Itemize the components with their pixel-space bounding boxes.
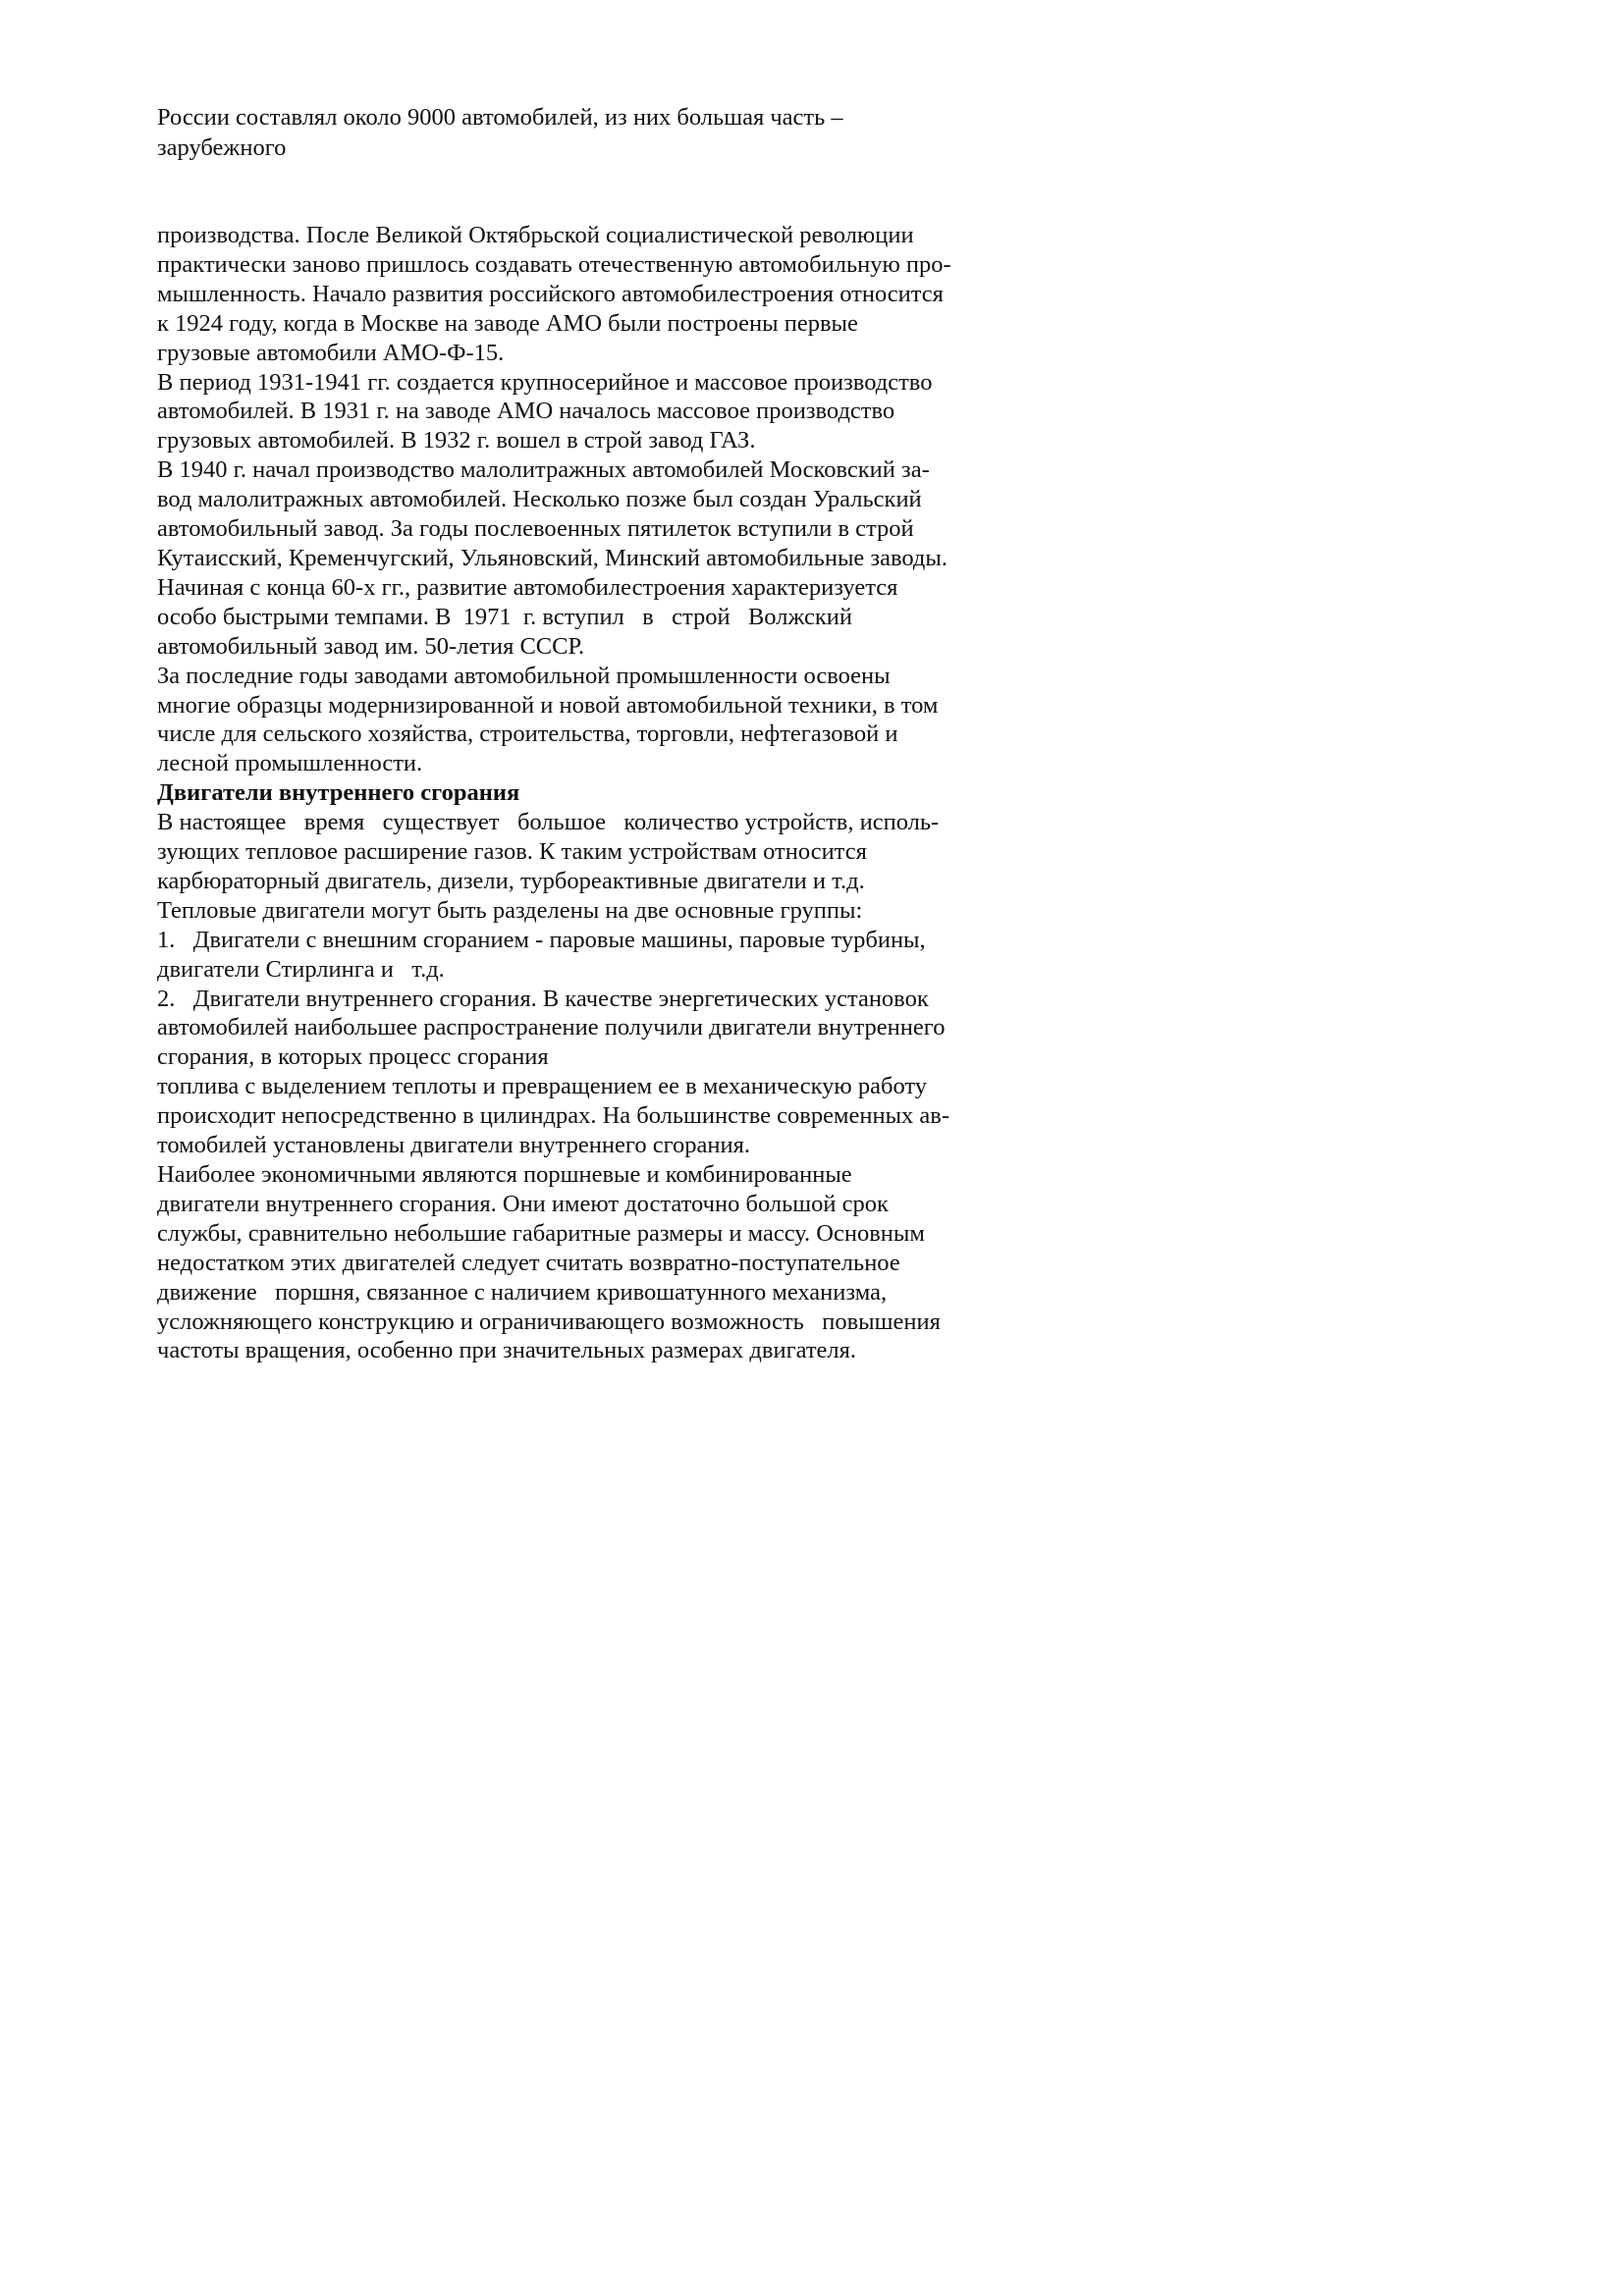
text-line: 2. Двигатели внутреннего сгорания. В качестве энергетических установок [157, 985, 929, 1012]
section-heading: Двигатели внутреннего сгорания [157, 779, 520, 807]
text-line: происходит непосредственно в цилиндрах. На большинстве современных ав- [157, 1102, 950, 1130]
text-line: двигатели внутреннего сгорания. Они имеют достаточно большой срок [157, 1190, 889, 1217]
text-line: числе для сельского хозяйства, строительства, торговли, нефтегазовой и [157, 721, 898, 748]
main-text [157, 221, 1021, 1365]
text-line: лесной промышленности. [157, 750, 423, 777]
text-line: автомобилей. В 1931 г. на заводе АМО началось массовое производство [157, 398, 895, 425]
text-line: автомобильный завод. За годы послевоенных пятилеток вступили в строй [157, 515, 914, 543]
text-line: частоты вращения, особенно при значительных размерах двигателя. [157, 1337, 857, 1364]
text-line: За последние годы заводами автомобильной промышленности освоены [157, 662, 891, 689]
text-line: недостатком этих двигателей следует считать возвратно-поступательное [157, 1249, 900, 1276]
text-line: зующих тепловое расширение газов. К таким устройствам относится [157, 838, 867, 866]
text-line: сгорания, в которых процесс сгорания [157, 1043, 549, 1071]
top-paragraph [157, 102, 1021, 163]
text-line: Начиная с конца 60-х гг., развитие автомобилестроения характеризуется [157, 573, 898, 601]
text-line: карбюраторный двигатель, дизели, турбореактивные двигатели и т.д. [157, 867, 865, 894]
text-line: мышленность. Начало развития российского автомобилестроения относится [157, 280, 944, 307]
text-line: томобилей установлены двигатели внутреннего сгорания. [157, 1132, 750, 1159]
text-line: вод малолитражных автомобилей. Несколько позже был создан Уральский [157, 486, 922, 513]
text-line: особо быстрыми темпами. В 1971 г. вступил в строй Волжский [157, 603, 852, 630]
text-line: грузовые автомобили АМО-Ф-15. [157, 339, 505, 366]
text-line: службы, сравнительно небольшие габаритные размеры и массу. Основным [157, 1219, 925, 1247]
text-line: России составлял около 9000 автомобилей, из них большая часть – [157, 104, 843, 131]
text-line: автомобильный завод им. 50-летия СССР. [157, 632, 585, 660]
text-line: 1. Двигатели с внешним сгоранием - паровые машины, паровые турбины, [157, 926, 926, 953]
text-line: топлива с выделением теплоты и превращением ее в механическую работу [157, 1073, 927, 1100]
text-line: грузовых автомобилей. В 1932 г. вошел в строй завод ГАЗ. [157, 427, 756, 454]
document-page [0, 0, 1093, 1545]
text-line: В 1940 г. начал производство малолитражных автомобилей Московский за- [157, 456, 930, 484]
text-line: движение поршня, связанное с наличием кривошатунного механизма, [157, 1278, 888, 1306]
text-line: Кутаисский, Кременчугский, Ульяновский, Минский автомобильные заводы. [157, 544, 947, 571]
text-line: В настоящее время существует большое количество устройств, исполь- [157, 809, 940, 836]
text-line: автомобилей наибольшее распространение получили двигатели внутреннего [157, 1014, 946, 1041]
text-line: В период 1931-1941 гг. создается крупносерийное и массовое производство [157, 368, 933, 396]
text-line: двигатели Стирлинга и т.д. [157, 955, 445, 983]
text-line: Наиболее экономичными являются поршневые и комбинированные [157, 1161, 852, 1188]
text-line: многие образцы модернизированной и новой автомобильной техники, в том [157, 691, 939, 719]
text-line: зарубежного [157, 134, 287, 161]
text-line: к 1924 году, когда в Москве на заводе АМО были построены первые [157, 309, 858, 337]
text-line: Тепловые двигатели могут быть разделены на две основные группы: [157, 896, 863, 924]
text-line: производства. После Великой Октябрьской социалистической революции [157, 222, 914, 248]
text-line: усложняющего конструкцию и ограничивающего возможность повышения [157, 1308, 941, 1335]
text-line: практически заново пришлось создавать отечественную автомобильную про- [157, 250, 951, 278]
